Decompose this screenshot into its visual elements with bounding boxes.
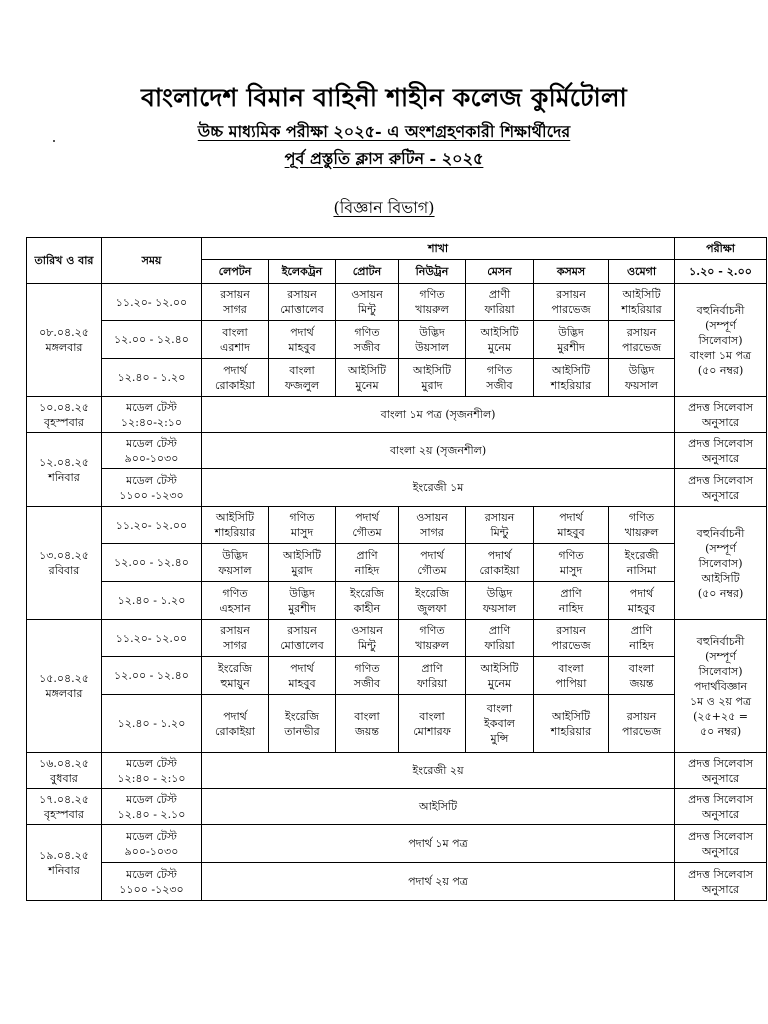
class-cell: রসায়ন পারভেজ [534, 284, 609, 321]
time-cell: ১২.০০ - ১২.৪০ [102, 321, 202, 359]
exam-subtitle-text: উচ্চ মাধ্যমিক পরীক্ষা ২০২৫- এ অংশগ্রহণকারী শিক্ষার্থীদের [197, 122, 571, 141]
exam-cell: বহুনির্বাচনী (সম্পূর্ণ সিলেবাস) আইসিটি (৫০ নম্বর) [675, 507, 767, 620]
class-cell: পদার্থ রোকাইয়া [202, 359, 269, 397]
class-cell: রসায়ন মোত্তালেব [269, 284, 336, 321]
class-cell: গণিত এহসান [202, 582, 269, 620]
date-cell: ১৭.০৪.২৫ বৃহস্পবার [27, 789, 102, 825]
exam-cell: বহুনির্বাচনী (সম্পূর্ণ সিলেবাস) বাংলা ১ম পত্র (৫০ নম্বর) [675, 284, 767, 397]
class-cell: প্রাণি নাহিদ [534, 582, 609, 620]
time-cell: ১২.০০ - ১২.৪০ [102, 544, 202, 582]
class-cell: বাংলা ফজলুল [269, 359, 336, 397]
date-cell: ১৯.০৪.২৫ শনিবার [27, 825, 102, 901]
institution-title: বাংলাদেশ বিমান বাহিনী শাহীন কলেজ কুর্মিটোলা [140, 83, 628, 112]
exam-cell: প্রদত্ত সিলেবাস অনুসারে [675, 469, 767, 507]
time-cell: মডেল টেস্ট ৯০০-১০৩০ [102, 825, 202, 863]
class-cell: রসায়ন মোত্তালেব [269, 620, 336, 657]
class-cell: প্রাণি নাহিদ [336, 544, 399, 582]
class-cell: পদার্থ মাহবুব [269, 657, 336, 695]
class-cell: আইসিটি মুনেম [466, 321, 534, 359]
class-cell: পদার্থ রোকাইয়া [202, 695, 269, 753]
department-label [0, 195, 768, 222]
class-cell: পদার্থ মাহবুব [609, 582, 675, 620]
class-cell: উদ্ভিদ ফয়সাল [609, 359, 675, 397]
class-cell: ওসায়ন মিন্টু [336, 284, 399, 321]
branch-omega: ওমেগা [609, 260, 675, 284]
class-cell: উদ্ভিদ ফয়সাল [202, 544, 269, 582]
subject-cell: পদার্থ ২য় পত্র [202, 863, 675, 901]
routine-table [26, 237, 767, 901]
class-cell: বাংলা জয়ন্ত [336, 695, 399, 753]
class-cell: বাংলা পাপিয়া [534, 657, 609, 695]
time-cell: ১২.০০ - ১২.৪০ [102, 657, 202, 695]
time-cell: ১১.২০- ১২.০০ [102, 507, 202, 544]
class-cell: ইংরেজি তানভীর [269, 695, 336, 753]
branch-cosmos: কসমস [534, 260, 609, 284]
department-label-text: (বিজ্ঞান বিভাগ) [333, 198, 435, 217]
exam-cell: প্রদত্ত সিলেবাস অনুসারে [675, 433, 767, 469]
class-cell: রসায়ন মিন্টু [466, 507, 534, 544]
exam-cell: প্রদত্ত সিলেবাস অনুসারে [675, 863, 767, 901]
exam-cell: প্রদত্ত সিলেবাস অনুসারে [675, 825, 767, 863]
date-cell: ১২.০৪.২৫ শনিবার [27, 433, 102, 507]
class-cell: আইসিটি মুরাদ [269, 544, 336, 582]
class-cell: রসায়ন সাগর [202, 620, 269, 657]
exam-cell: প্রদত্ত সিলেবাস অনুসারে [675, 753, 767, 789]
subject-cell: আইসিটি [202, 789, 675, 825]
class-cell: প্রাণি ফারিয়া [399, 657, 466, 695]
class-cell: পদার্থ রোকাইয়া [466, 544, 534, 582]
time-cell: মডেল টেস্ট ১১০০ -১২৩০ [102, 469, 202, 507]
class-cell: গণিত সজীব [466, 359, 534, 397]
class-cell: উদ্ভিদ মুরশীদ [269, 582, 336, 620]
class-cell: ইংরেজি কাহীন [336, 582, 399, 620]
class-cell: পদার্থ মাহবুব [534, 507, 609, 544]
date-cell: ১৩.০৪.২৫ রবিবার [27, 507, 102, 620]
class-cell: আইসিটি শাহরিয়ার [609, 284, 675, 321]
branch-electron: ইলেকট্রন [269, 260, 336, 284]
class-cell: আইসিটি মুরাদ [399, 359, 466, 397]
time-cell: মডেল টেস্ট ১২:৪০ - ২:১০ [102, 753, 202, 789]
class-cell: রসায়ন পারভেজ [609, 321, 675, 359]
class-cell: প্রাণি নাহিদ [609, 620, 675, 657]
class-cell: আইসিটি শাহরিয়ার [534, 695, 609, 753]
class-cell: আইসিটি মুনেম [466, 657, 534, 695]
subject-cell: পদার্থ ১ম পত্র [202, 825, 675, 863]
class-cell: আইসিটি মুনেম [336, 359, 399, 397]
time-cell: মডেল টেস্ট ১২:৪০-২:১০ [102, 397, 202, 433]
class-cell: বাংলা ইকবাল মুন্সি [466, 695, 534, 753]
exam-subtitle [0, 119, 768, 146]
header-branch: শাখা [202, 238, 675, 260]
class-cell: ইংরেজী নাসিমা [609, 544, 675, 582]
class-cell: ওসায়ন সাগর [399, 507, 466, 544]
class-cell: প্রাণি ফারিয়া [466, 620, 534, 657]
routine-title-text: পূর্ব প্রস্তুতি ক্লাস রুটিন - ২০২৫ [284, 149, 484, 168]
date-cell: ০৮.০৪.২৫ মঙ্গলবার [27, 284, 102, 397]
class-cell: গণিত মাসুদ [534, 544, 609, 582]
class-cell: বাংলা এরশাদ [202, 321, 269, 359]
class-cell: পদার্থ মাহবুব [269, 321, 336, 359]
subject-cell: বাংলা ২য় (সৃজনশীল) [202, 433, 675, 469]
time-cell: মডেল টেস্ট ৯০০-১০৩০ [102, 433, 202, 469]
branch-proton: প্রোটন [336, 260, 399, 284]
date-cell: ১৬.০৪.২৫ বুধবার [27, 753, 102, 789]
class-cell: উদ্ভিদ উয়সাল [399, 321, 466, 359]
time-cell: মডেল টেস্ট ১২.৪০ - ২.১০ [102, 789, 202, 825]
routine-title [0, 146, 768, 173]
header-exam: পরীক্ষা [675, 238, 767, 260]
class-cell: গণিত খায়রুল [399, 620, 466, 657]
branch-meson: মেসন [466, 260, 534, 284]
subject-cell: ইংরেজী ১ম [202, 469, 675, 507]
class-cell: গণিত সজীব [336, 657, 399, 695]
exam-cell: প্রদত্ত সিলেবাস অনুসারে [675, 789, 767, 825]
subject-cell: বাংলা ১ম পত্র (সৃজনশীল) [202, 397, 675, 433]
class-cell: ইংরেজি হুমায়ুন [202, 657, 269, 695]
class-cell: রসায়ন সাগর [202, 284, 269, 321]
class-cell: পদার্থ গৌতম [399, 544, 466, 582]
class-cell: প্রাণী ফারিয়া [466, 284, 534, 321]
branch-leptan: লেপটন [202, 260, 269, 284]
class-cell: বাংলা জয়ন্ত [609, 657, 675, 695]
date-cell: ১০.০৪.২৫ বৃহস্পবার [27, 397, 102, 433]
class-cell: উদ্ভিদ মুরশীদ [534, 321, 609, 359]
class-cell: পদার্থ গৌতম [336, 507, 399, 544]
class-cell: গণিত সজীব [336, 321, 399, 359]
branch-neutron: নিউট্রন [399, 260, 466, 284]
header-time: সময় [102, 238, 202, 284]
class-cell: গণিত খায়রুল [399, 284, 466, 321]
class-cell: গণিত মাসুদ [269, 507, 336, 544]
time-cell: ১২.৪০ - ১.২০ [102, 359, 202, 397]
time-cell: ১১.২০- ১২.০০ [102, 284, 202, 321]
time-cell: ১২.৪০ - ১.২০ [102, 582, 202, 620]
exam-cell: বহুনির্বাচনী (সম্পূর্ণ সিলেবাস) পদার্থবিজ্ঞান ১ম ও ২য় পত্র (২৫+২৫ = ৫০ নম্বর) [675, 620, 767, 753]
class-cell: গণিত খায়রুল [609, 507, 675, 544]
class-cell: আইসিটি শাহরিয়ার [202, 507, 269, 544]
time-cell: ১২.৪০ - ১.২০ [102, 695, 202, 753]
time-cell: মডেল টেস্ট ১১০০ -১২৩০ [102, 863, 202, 901]
class-cell: আইসিটি শাহরিয়ার [534, 359, 609, 397]
class-cell: ওসায়ন মিন্টু [336, 620, 399, 657]
subject-cell: ইংরেজী ২য় [202, 753, 675, 789]
class-cell: বাংলা মোশারফ [399, 695, 466, 753]
class-cell: উদ্ভিদ ফয়সাল [466, 582, 534, 620]
exam-cell: প্রদত্ত সিলেবাস অনুসারে [675, 397, 767, 433]
header-date: তারিখ ও বার [27, 238, 102, 284]
time-cell: ১১.২০- ১২.০০ [102, 620, 202, 657]
exam-time: ১.২০ - ২.০০ [675, 260, 767, 284]
date-cell: ১৫.০৪.২৫ মঙ্গলবার [27, 620, 102, 753]
class-cell: ইংরেজি জুলফা [399, 582, 466, 620]
class-cell: রসায়ন পারভেজ [609, 695, 675, 753]
class-cell: রসায়ন পারভেজ [534, 620, 609, 657]
